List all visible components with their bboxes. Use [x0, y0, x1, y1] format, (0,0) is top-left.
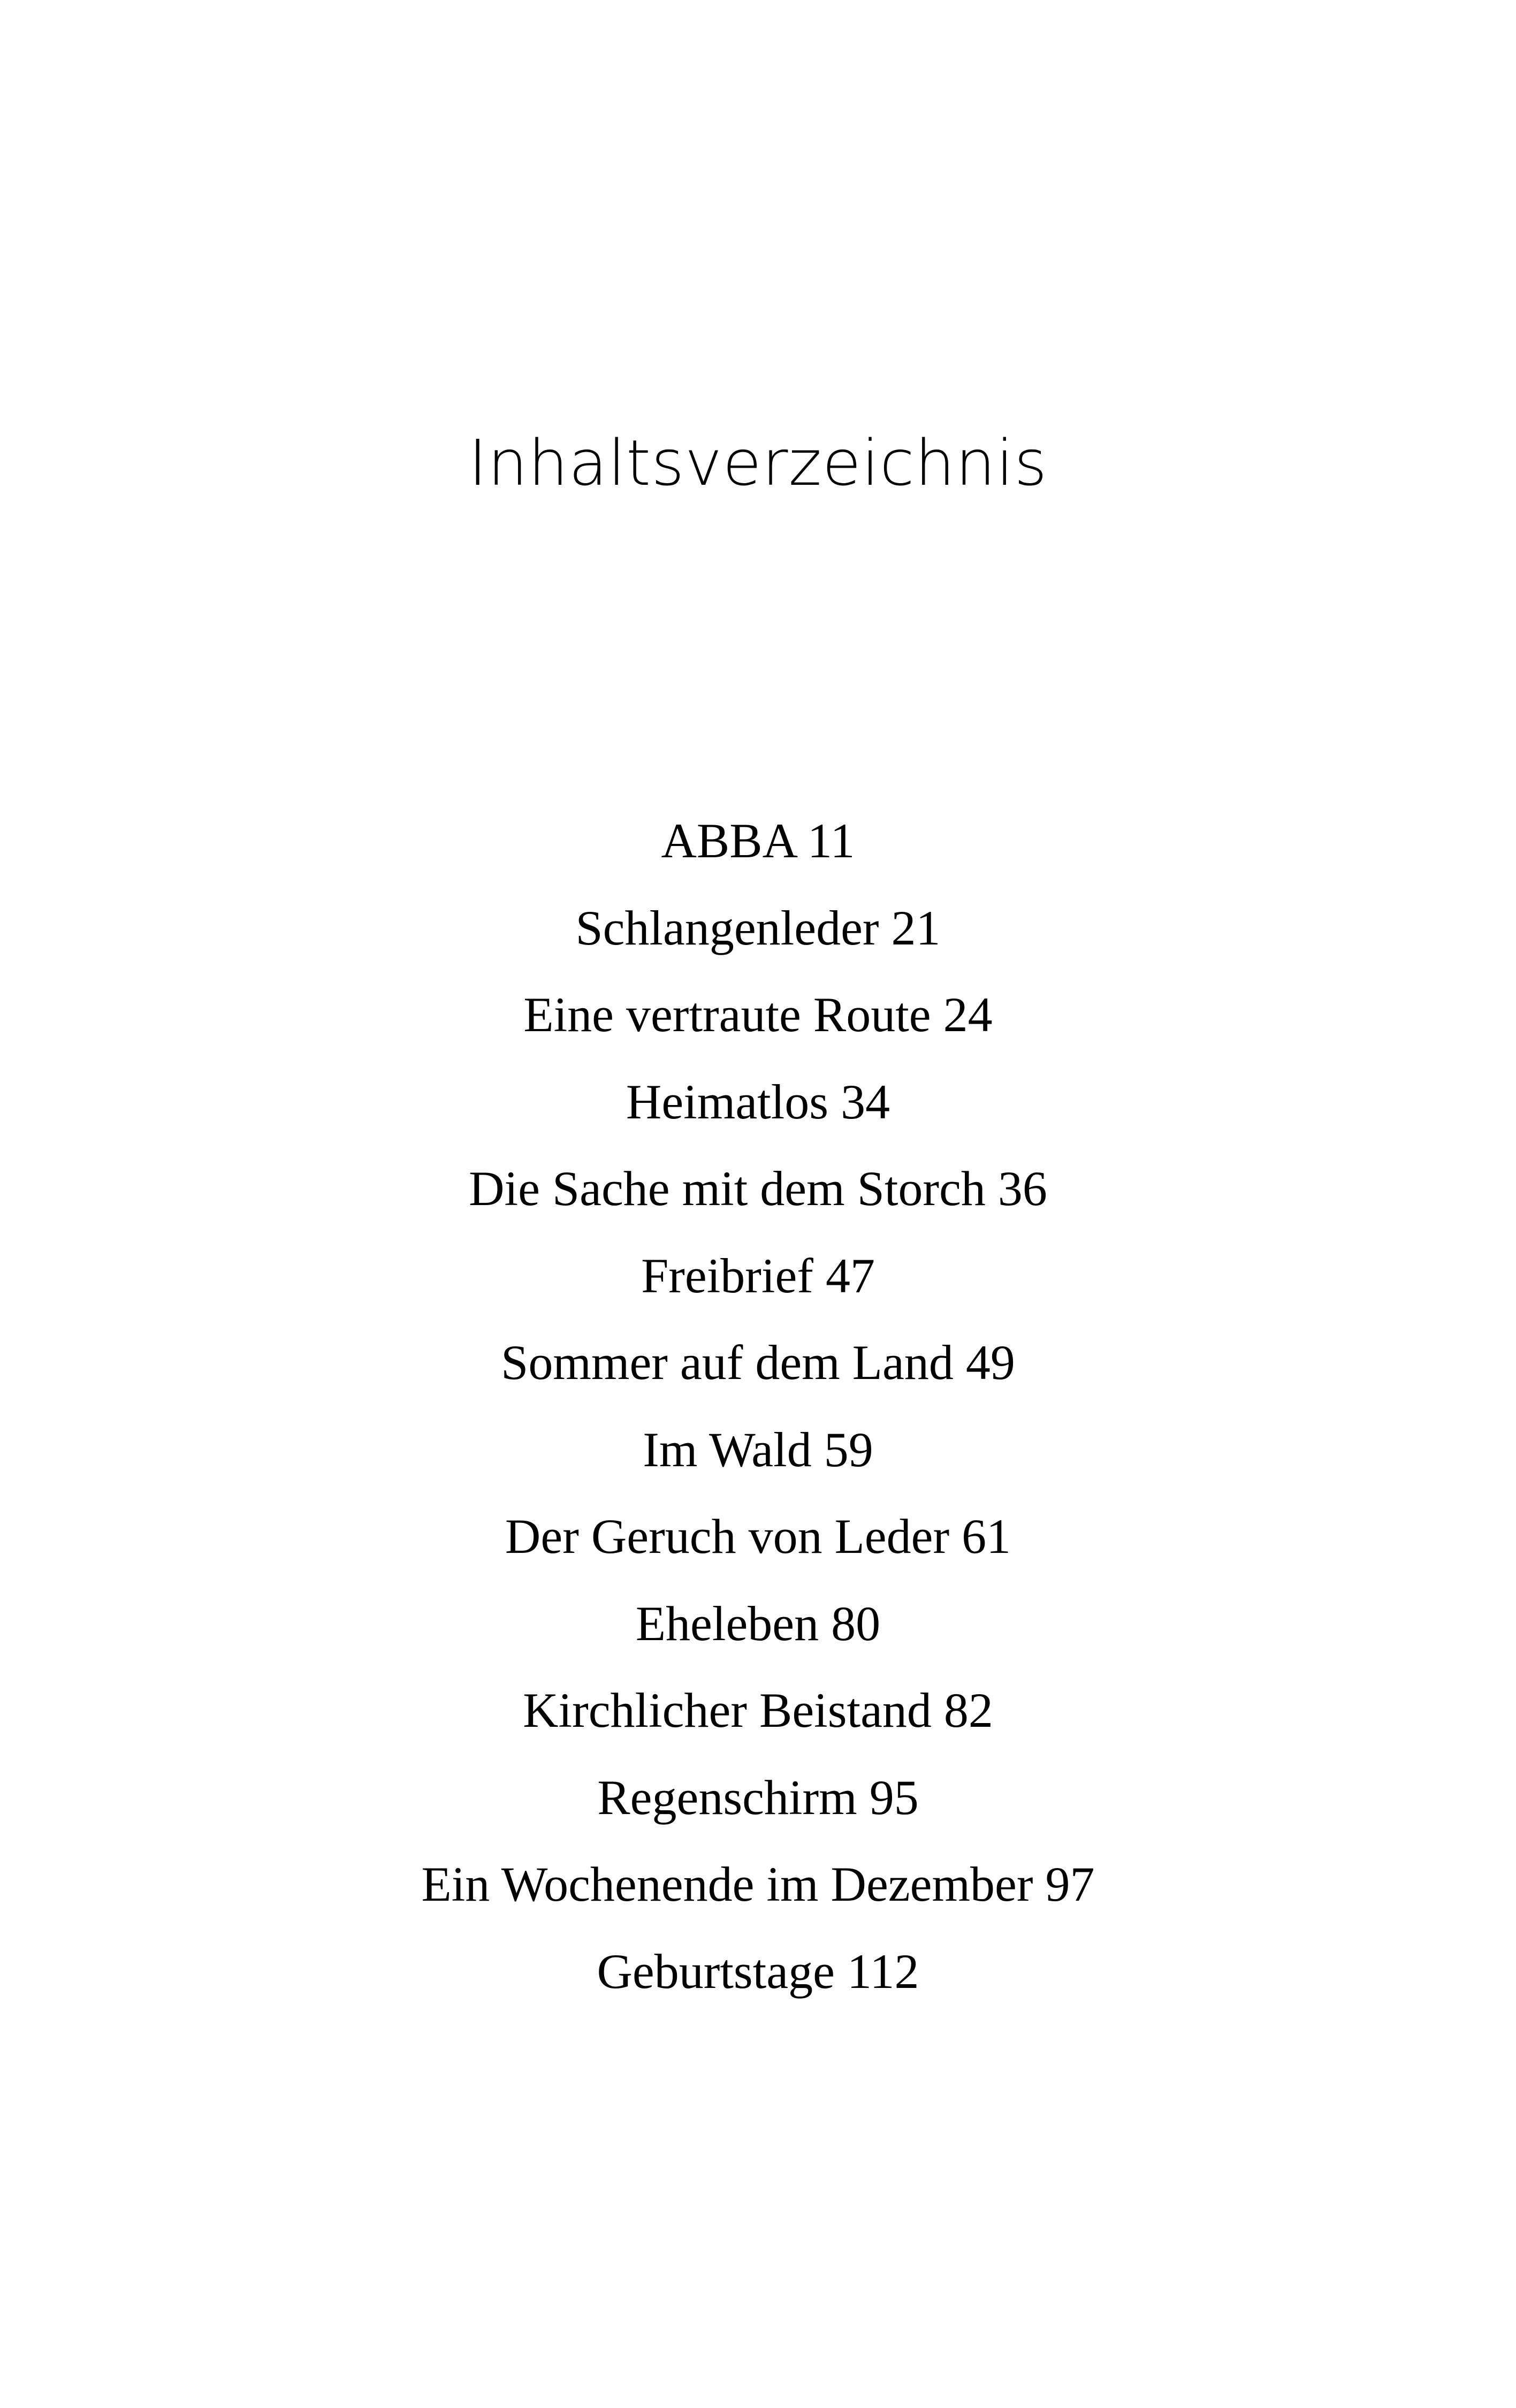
toc-entry-page: 97: [1045, 1857, 1095, 1911]
toc-entry-page: 80: [831, 1596, 881, 1651]
toc-entry: [0, 1232, 1516, 1320]
toc-entry: [0, 1580, 1516, 1667]
toc-entry-title: Eine vertraute Route: [523, 987, 931, 1042]
page-title: Inhaltsverzeichnis: [468, 426, 1048, 500]
toc-entry: [0, 1319, 1516, 1406]
toc-entry: [0, 1841, 1516, 1928]
toc-entry-title: Sommer auf dem Land: [501, 1335, 954, 1390]
toc-entry: [0, 971, 1516, 1058]
toc-entry-page: 49: [965, 1335, 1015, 1390]
toc-entry-title: Der Geruch von Leder: [505, 1509, 950, 1564]
toc-entry-page: 61: [962, 1509, 1011, 1564]
toc-entry-title: Kirchlicher Beistand: [523, 1683, 932, 1738]
toc-entry: [0, 1145, 1516, 1232]
toc-entry-page: 24: [943, 987, 993, 1042]
toc-entry-title: Heimatlos: [626, 1074, 829, 1129]
toc-entry-title: Im Wald: [643, 1422, 812, 1477]
toc-entry: [0, 1406, 1516, 1493]
toc-entry-page: 34: [841, 1074, 890, 1129]
toc-list: [0, 797, 1516, 2015]
toc-entry-page: 112: [847, 1944, 919, 1999]
toc-entry: [0, 797, 1516, 885]
toc-entry-page: 59: [824, 1422, 873, 1477]
toc-entry-page: 11: [807, 813, 855, 868]
toc-entry: [0, 1667, 1516, 1754]
toc-entry-page: 95: [869, 1770, 919, 1825]
toc-entry-page: 47: [825, 1248, 875, 1303]
toc-entry: [0, 1928, 1516, 2015]
toc-entry-title: Freibrief: [641, 1248, 813, 1303]
toc-entry: [0, 1754, 1516, 1841]
toc-entry-page: 36: [997, 1161, 1047, 1216]
toc-entry-title: Regenschirm: [597, 1770, 857, 1825]
toc-entry-title: ABBA: [661, 813, 795, 868]
toc-entry: [0, 1058, 1516, 1146]
toc-entry-title: Geburtstage: [597, 1944, 835, 1999]
toc-entry-page: 82: [943, 1683, 993, 1738]
toc-entry: [0, 1493, 1516, 1580]
toc-entry-title: Die Sache mit dem Storch: [469, 1161, 986, 1216]
toc-entry-title: Ein Wochenende im Dezember: [421, 1857, 1033, 1911]
toc-entry-page: 21: [891, 900, 941, 955]
toc-entry: [0, 885, 1516, 972]
toc-entry-title: Schlangenleder: [575, 900, 879, 955]
toc-entry-title: Eheleben: [635, 1596, 819, 1651]
